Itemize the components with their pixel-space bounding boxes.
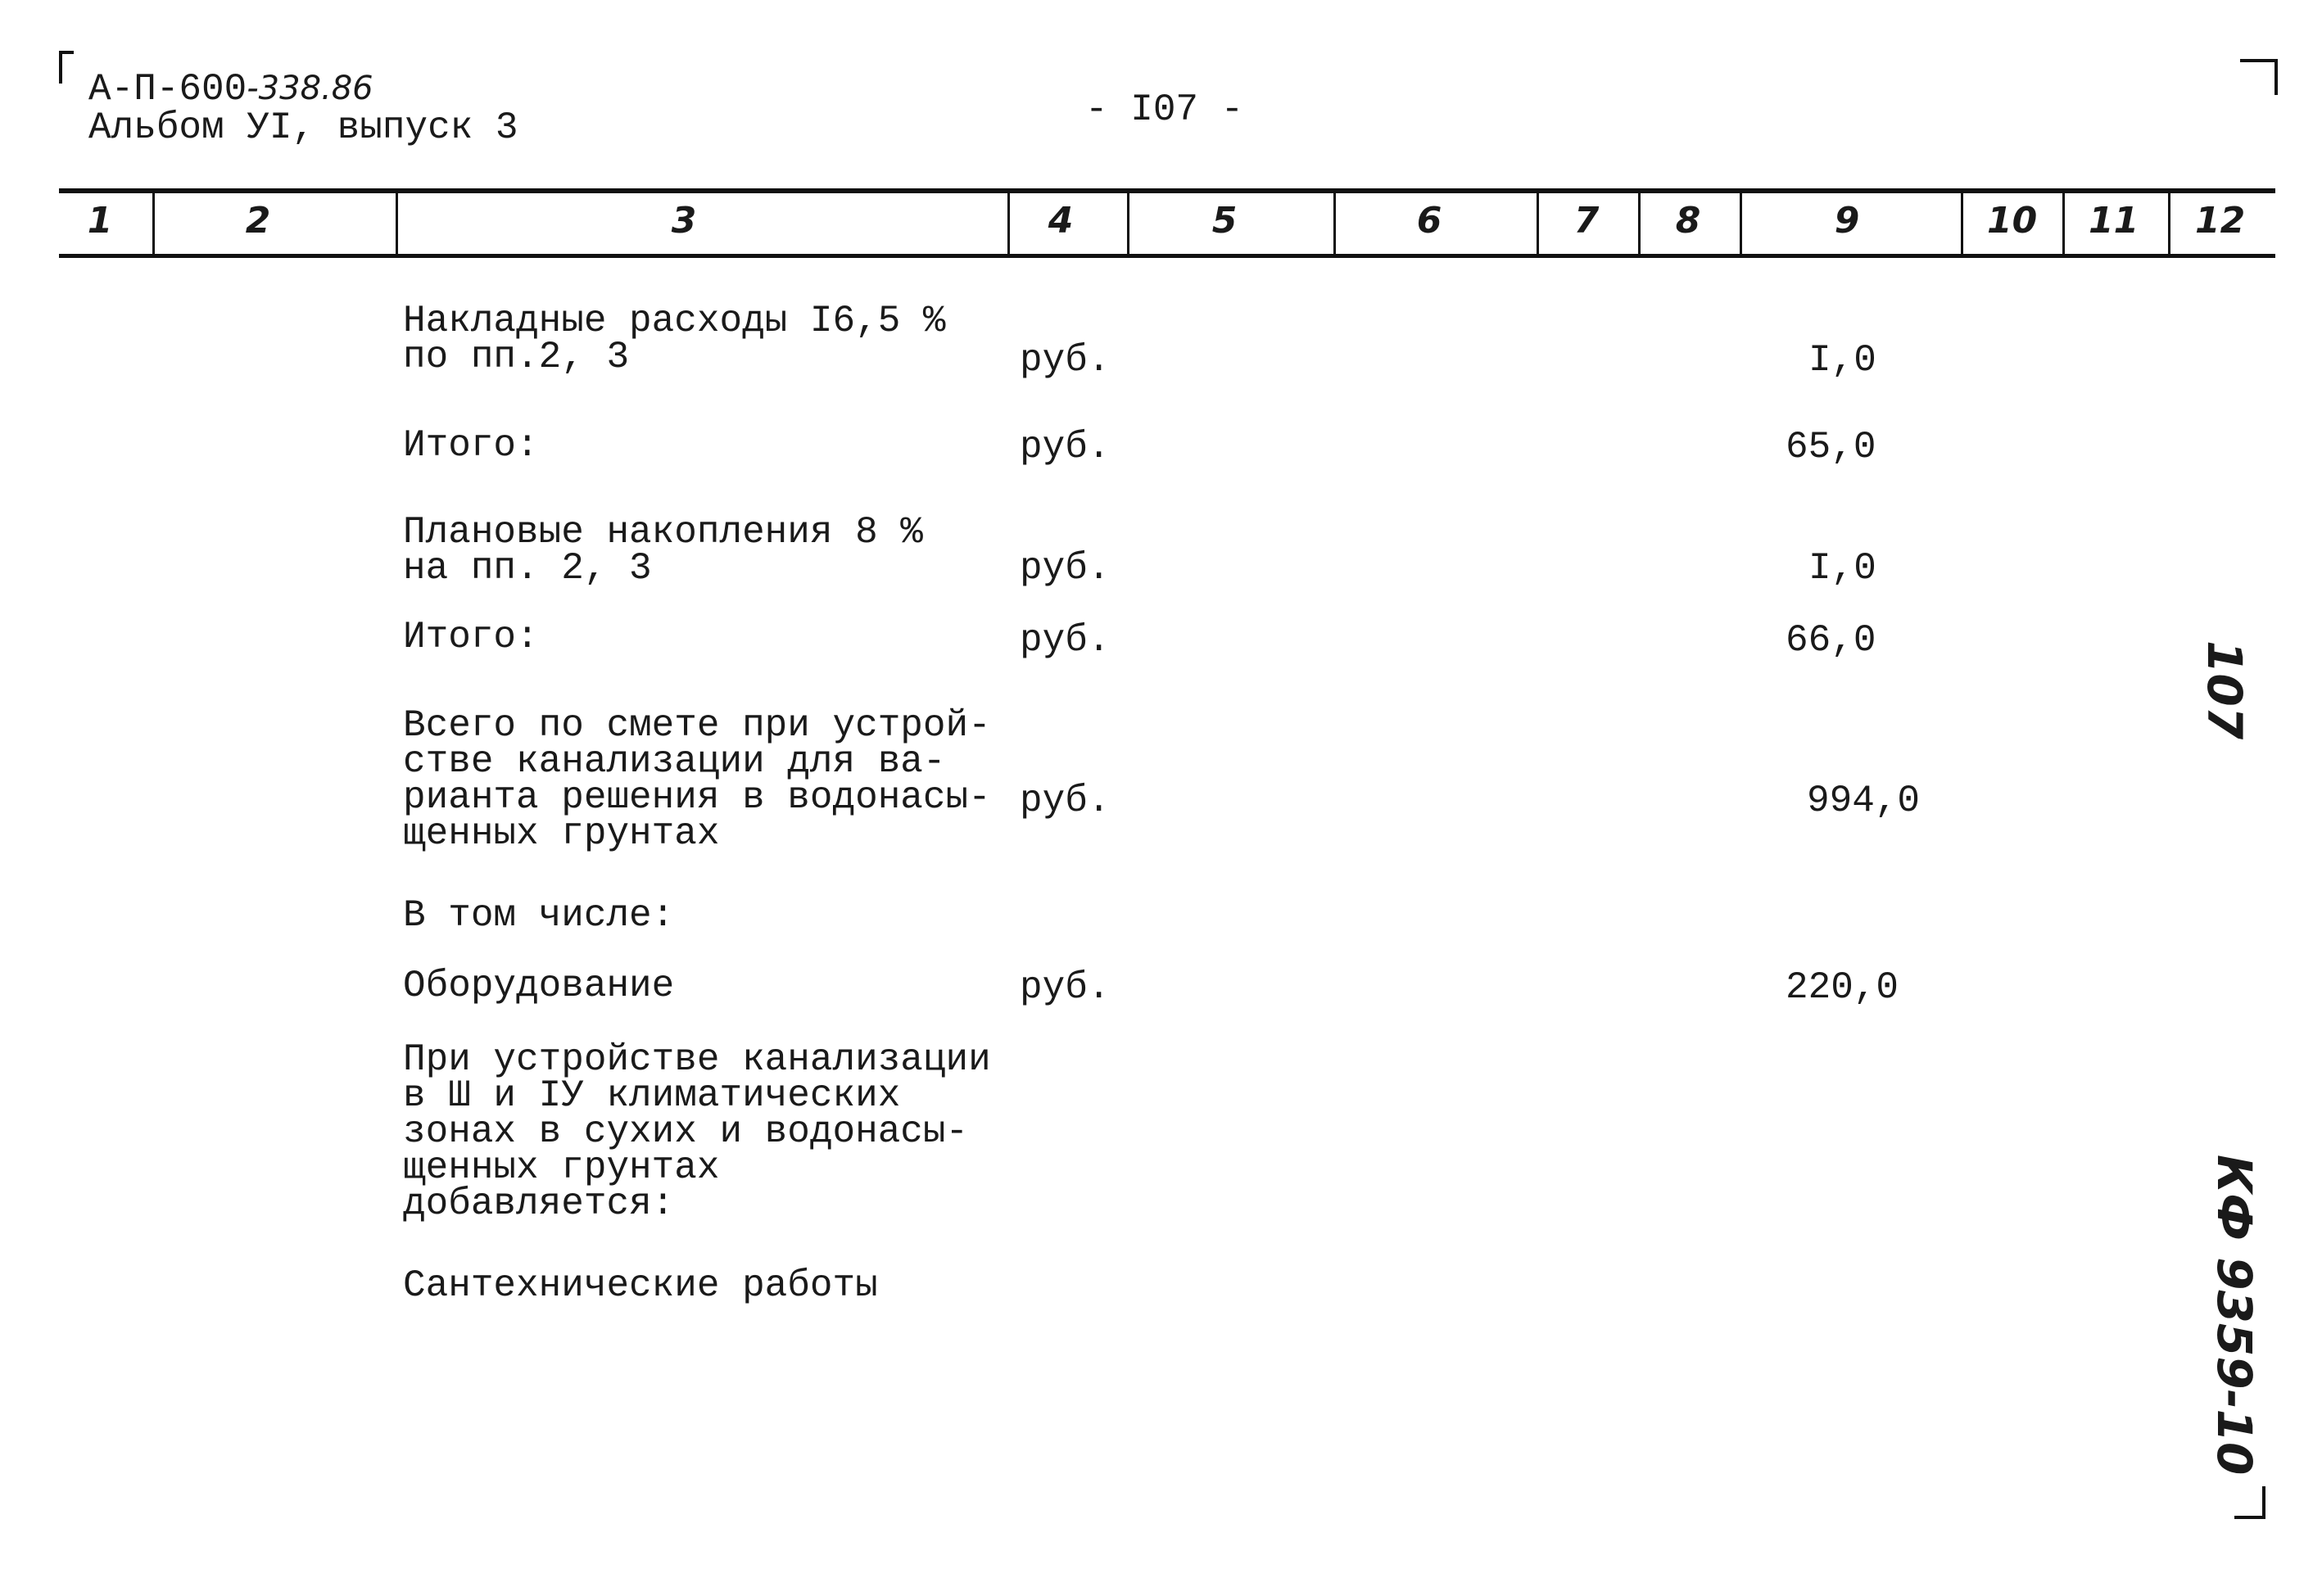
column-number: 9 xyxy=(1834,200,1860,242)
column-separator xyxy=(1740,193,1742,255)
row-value: 65,0 xyxy=(1786,426,1876,468)
page-number: - I07 - xyxy=(1085,88,1244,131)
column-number: 6 xyxy=(1416,200,1442,242)
row-unit: руб. xyxy=(1020,966,1111,1009)
row-unit: руб. xyxy=(1020,619,1111,662)
table-top-rule xyxy=(59,188,2275,193)
row-description: Сантехнические работы xyxy=(403,1264,878,1307)
row-value: I,0 xyxy=(1808,339,1876,382)
column-separator xyxy=(2062,193,2065,255)
column-separator xyxy=(1127,193,1129,255)
row-description: В том числе: xyxy=(403,894,675,937)
row-description: При устройстве канализации в Ш и IУ климатических зонах в сухих и водонасы- щенных грунтах добавляется: xyxy=(403,1038,991,1225)
row-unit: руб. xyxy=(1020,426,1111,468)
row-unit: руб. xyxy=(1020,780,1111,822)
table-header-rule xyxy=(59,254,2275,258)
column-number: 2 xyxy=(245,200,271,242)
row-value: I,0 xyxy=(1808,547,1876,590)
album-issue: Альбом УI, выпуск 3 xyxy=(88,106,518,149)
document-code-handwritten: -338.86 xyxy=(247,70,373,107)
row-description: Накладные расходы I6,5 % по пп.2, 3 xyxy=(403,300,946,378)
column-separator xyxy=(1638,193,1641,255)
column-number: 12 xyxy=(2195,200,2246,242)
margin-inventory-code: КФ 9359-10 xyxy=(2207,1155,2262,1476)
row-unit: руб. xyxy=(1020,339,1111,382)
document-code-typed: А-П-600 xyxy=(88,68,247,111)
column-number: 1 xyxy=(87,200,113,242)
document-code xyxy=(88,69,373,109)
column-separator xyxy=(1537,193,1539,255)
column-number: 8 xyxy=(1675,200,1701,242)
column-number: 3 xyxy=(671,200,697,242)
corner-mark-top-left xyxy=(59,51,74,84)
column-separator xyxy=(1961,193,1963,255)
row-description: Плановые накопления 8 % на пп. 2, 3 xyxy=(403,511,923,590)
margin-page-mark: 107 xyxy=(2197,640,2252,740)
corner-mark-bottom-right xyxy=(2234,1486,2265,1519)
row-description: Всего по смете при устрой- стве канализации для ва- рианта решения в водонасы- щенных грунтах xyxy=(403,704,991,855)
column-separator xyxy=(1007,193,1010,255)
column-separator xyxy=(152,193,155,255)
row-value: 994,0 xyxy=(1807,780,1921,822)
column-number: 11 xyxy=(2089,200,2139,242)
row-unit: руб. xyxy=(1020,547,1111,590)
column-number: 7 xyxy=(1573,200,1600,242)
column-number: 4 xyxy=(1048,200,1074,242)
row-description: Оборудование xyxy=(403,965,675,1007)
corner-mark-top-right xyxy=(2240,59,2278,95)
row-description: Итого: xyxy=(403,424,539,467)
column-number: 10 xyxy=(1987,200,2038,242)
column-separator xyxy=(396,193,398,255)
column-separator xyxy=(1333,193,1336,255)
row-value: 220,0 xyxy=(1786,966,1899,1009)
row-value: 66,0 xyxy=(1786,619,1876,662)
column-separator xyxy=(2168,193,2170,255)
row-description: Итого: xyxy=(403,616,539,658)
column-number: 5 xyxy=(1211,200,1238,242)
